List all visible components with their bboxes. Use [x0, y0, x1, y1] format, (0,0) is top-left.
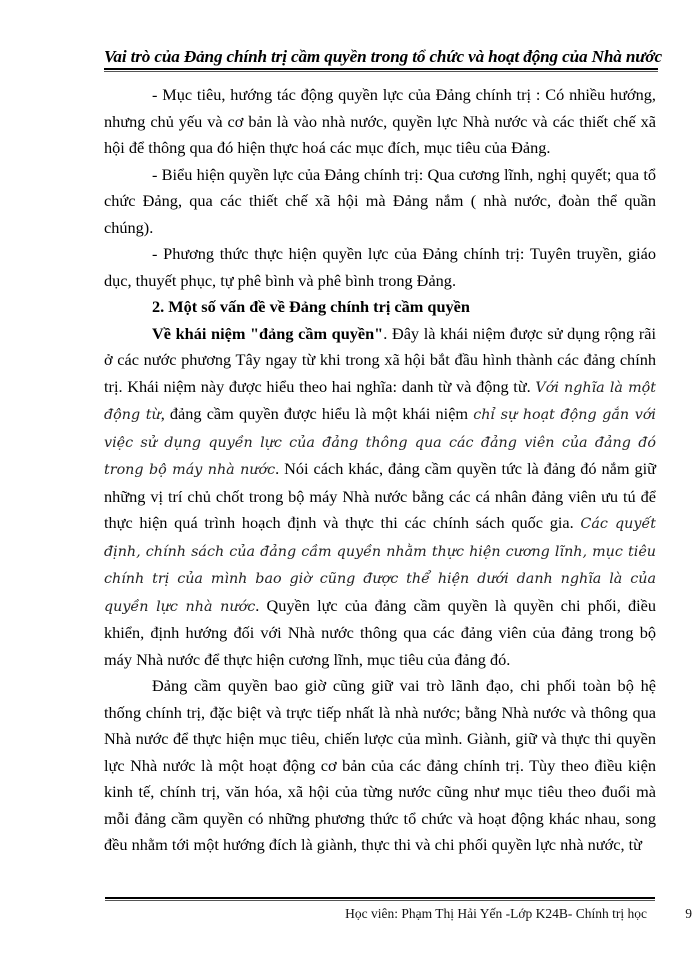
- paragraph-goal: [104, 82, 656, 162]
- header-rule: [104, 68, 658, 70]
- footer-rule: [105, 897, 655, 899]
- running-header-title: Vai trò của Đảng chính trị cầm quyền trong tổ chức và hoạt động của Nhà nước: [104, 47, 662, 66]
- paragraph-text: - Phương thức thực hiện quyền lực của Đảng chính trị: Tuyên truyền, giáo dục, thuyết phục, tự phê bình và phê bình trong Đảng.: [104, 244, 656, 290]
- footer-rule-thin: [105, 900, 655, 901]
- paragraph-manifestation: [104, 162, 656, 242]
- page-number: 9: [685, 906, 692, 921]
- paragraph-text: , đảng cầm quyền được hiểu là một khái niệm: [160, 404, 474, 423]
- italic-phrase: Các quyết định, chính sách của đảng cầm quyền nhằm thực hiện cương lĩnh, mục tiêu chính trị của mình bao giờ cũng được thể hiện dưới danh nghĩa là của quyền lực nhà nước: [104, 516, 657, 615]
- body-text: [104, 82, 656, 859]
- paragraph-text: - Mục tiêu, hướng tác động quyền lực của Đảng chính trị : Có nhiều hướng, nhưng chủ yếu và cơ bản là vào nhà nước, quyền lực Nhà nước và các thiết chế xã hội để thông qua đó hiện thực hoá các mục đích, mục tiêu của Đảng.: [104, 85, 656, 157]
- paragraph-leadership-role: [104, 673, 656, 859]
- section-heading: [104, 294, 656, 321]
- footer-author-line: Học viên: Phạm Thị Hải Yến -Lớp K24B- Chính trị học: [345, 906, 647, 921]
- paragraph-text: - Biểu hiện quyền lực của Đảng chính trị: Qua cương lĩnh, nghị quyết; qua tổ chức Đảng, qua các thiết chế xã hội mà Đảng nắm ( nhà nước, đoàn thể quần chúng).: [104, 164, 656, 237]
- italic-phrase: chỉ sự hoạt động gắn với việc sử dụng quyền lực của đảng thông qua các đảng viên của đảng đó trong bộ máy nhà nước: [104, 407, 657, 478]
- paragraph-method: [104, 241, 656, 294]
- bold-lead-in: Về khái niệm "đảng cầm quyền": [152, 323, 384, 343]
- paragraph-text: . Nói cách khác, đảng cầm quyền tức là đảng đó nắm giữ những vị trí chủ chốt trong bộ máy Nhà nước bằng các cá nhân đảng viên ưu tú để thực hiện quá trình hoạch định và thực thi các chính sách quốc gia.: [104, 459, 656, 532]
- paragraph-ruling-party-concept: [104, 321, 656, 674]
- header-rule-thin: [104, 71, 658, 72]
- italic-phrase: Với nghĩa là một động từ: [104, 379, 656, 423]
- paragraph-text: Đảng cầm quyền bao giờ cũng giữ vai trò lãnh đạo, chi phối toàn bộ hệ thống chính trị, đặc biệt và trực tiếp nhất là nhà nước; bằng Nhà nước và thông qua Nhà nước để thực hiện mục tiêu, chiến lược của mình. Giành, giữ và thực thi quyền lực Nhà nước là một hoạt động cơ bản của các đảng chính trị. Tùy theo điều kiện kinh tế, chính trị, văn hóa, xã hội của từng nước cũng như mục tiêu theo đuổi mà mỗi đảng cầm quyền có những phương thức tổ chức và hoạt động khác nhau, song đều nhằm tới một hướng đích là giành, thực thi và chi phối quyền lực nhà nước, từ: [104, 676, 656, 854]
- section-heading-text: 2. Một số vấn đề về Đảng chính trị cầm quyền: [152, 297, 470, 316]
- paragraph-text: . Đây là khái niệm được sử dụng rộng rãi ở các nước phương Tây ngay từ khi trong xã hội bắt đầu hình thành các đảng chính trị. Khái niệm này được hiểu theo hai nghĩa: danh từ và động từ.: [104, 323, 656, 396]
- paragraph-text: . Quyền lực của đảng cầm quyền là quyền chi phối, điều khiển, định hướng đối với Nhà nước thông qua các đảng viên của đảng trong bộ máy Nhà nước để thực hiện cương lĩnh, mục tiêu của đảng đó.: [104, 595, 656, 669]
